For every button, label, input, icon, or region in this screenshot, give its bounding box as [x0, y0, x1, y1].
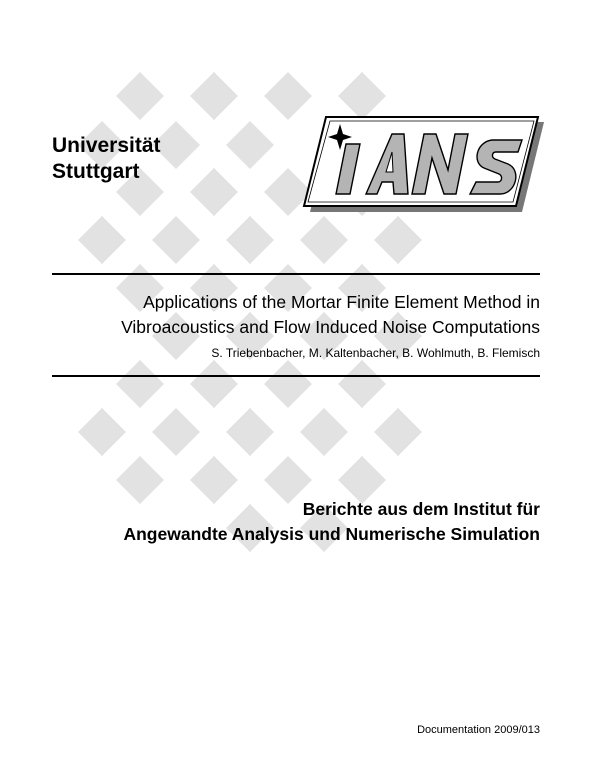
- pattern-diamond: [226, 216, 274, 264]
- pattern-diamond: [374, 408, 422, 456]
- pattern-diamond: [226, 408, 274, 456]
- document-number: Documentation 2009/013: [417, 724, 540, 736]
- report-series-line1: Berichte aus dem Institut für: [302, 499, 540, 519]
- pattern-diamond: [116, 360, 164, 408]
- pattern-diamond: [300, 408, 348, 456]
- ians-logo: [300, 112, 550, 222]
- paper-title-line1: Applications of the Mortar Finite Element Method in: [143, 292, 540, 312]
- paper-title: [20, 290, 540, 340]
- pattern-diamond: [152, 216, 200, 264]
- university-name: [52, 133, 161, 185]
- pattern-diamond: [300, 216, 348, 264]
- pattern-diamond: [190, 360, 238, 408]
- pattern-diamond: [78, 408, 126, 456]
- pattern-diamond: [190, 72, 238, 120]
- top-divider: [52, 273, 540, 275]
- report-series: [123, 497, 540, 547]
- pattern-diamond: [78, 216, 126, 264]
- university-name-line1: Universität: [52, 134, 161, 157]
- pattern-diamond: [190, 168, 238, 216]
- pattern-diamond: [116, 72, 164, 120]
- bottom-divider: [52, 375, 540, 377]
- pattern-diamond: [152, 408, 200, 456]
- pattern-diamond: [374, 216, 422, 264]
- paper-authors: S. Triebenbacher, M. Kaltenbacher, B. Wohlmuth, B. Flemisch: [211, 346, 540, 360]
- paper-title-line2: Vibroacoustics and Flow Induced Noise Computations: [121, 317, 540, 337]
- university-name-line2: Stuttgart: [52, 160, 140, 183]
- pattern-diamond: [338, 360, 386, 408]
- report-series-line2: Angewandte Analysis und Numerische Simulation: [123, 524, 540, 544]
- pattern-diamond: [226, 121, 274, 169]
- pattern-diamond: [264, 360, 312, 408]
